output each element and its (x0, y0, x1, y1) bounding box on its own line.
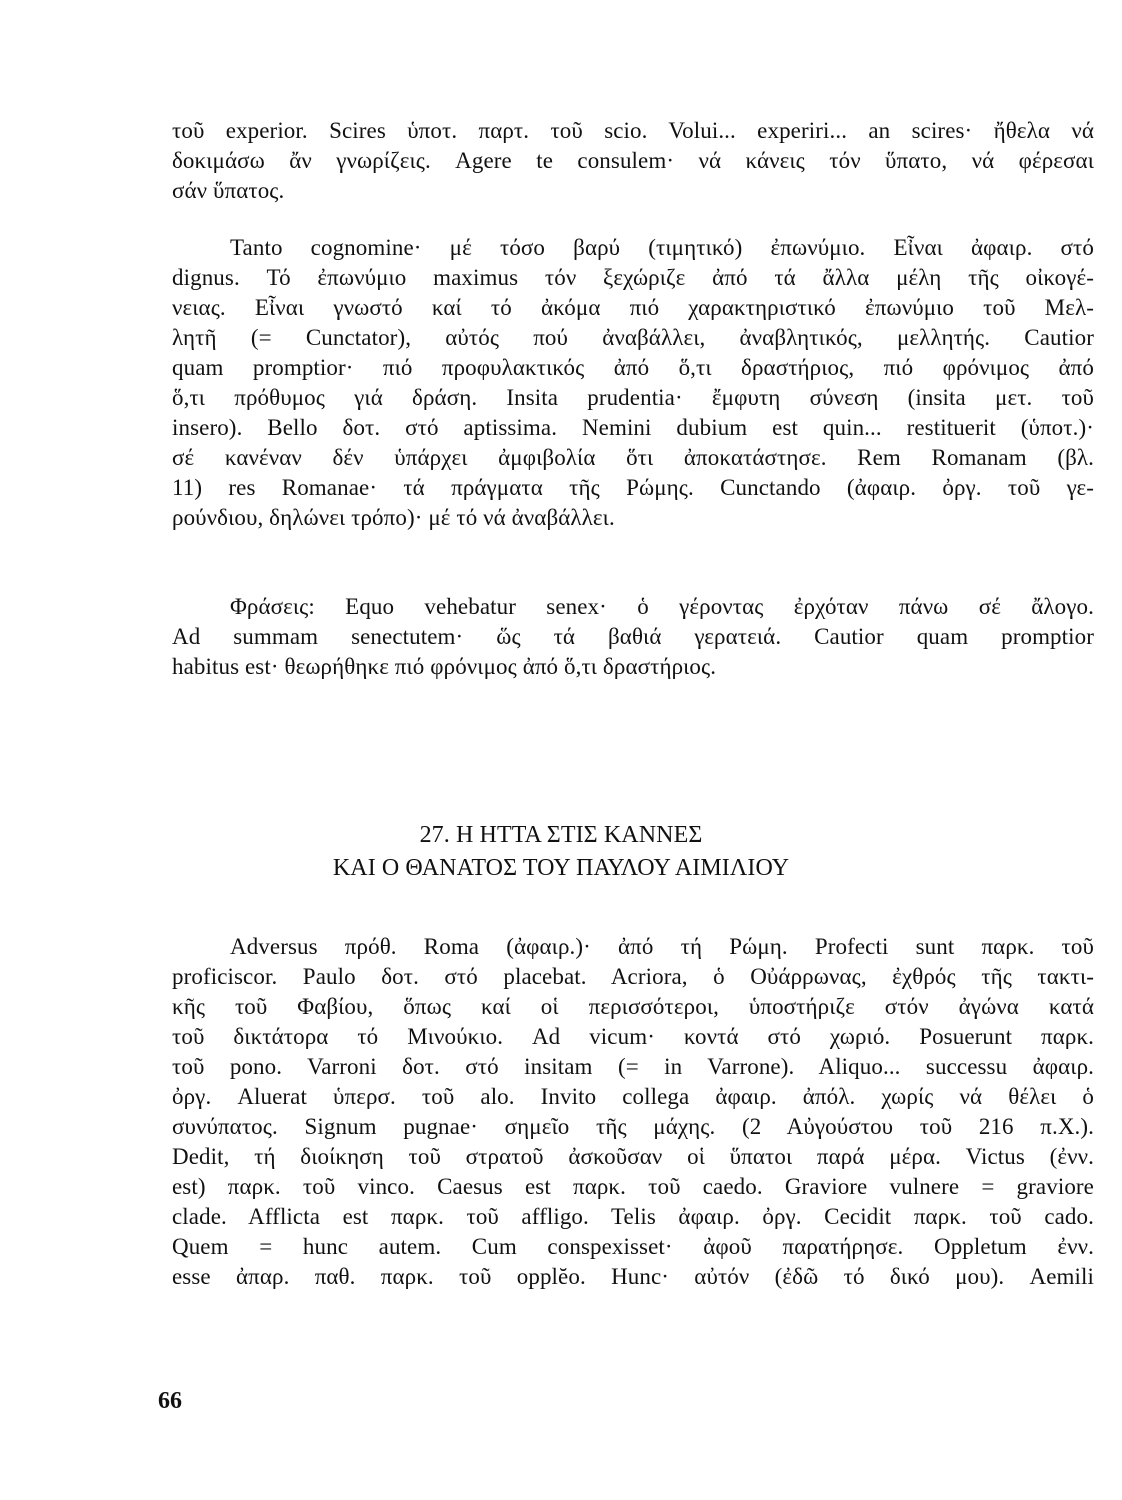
text-line: ὅ,τι πρόθυμος γιά δράση. Insita prudentia· ἔμφυτη σύνεση (insita μετ. τοῦ (172, 385, 1094, 410)
text-line: Tanto cognomine· μέ τόσο βαρύ (τιμητικό) ἐπωνύμιο. Εἶναι ἀφαιρ. στό (230, 235, 1094, 260)
text-line: κῆς τοῦ Φαβίου, ὅπως καί οἱ περισσότεροι, ὑποστήριζε στόν ἀγώνα κατά (172, 994, 1094, 1019)
text-line: σέ κανέναν δέν ὑπάρχει ἀμφιβολία ὅτι ἀποκατάστησε. Rem Romanam (βλ. (172, 445, 1094, 470)
text-line: proficiscor. Paulo δοτ. στό placebat. Acriora, ὁ Οὐάρρωνας, ἐχθρός τῆς τακτι- (172, 964, 1094, 989)
text-line: clade. Afflicta est παρκ. τοῦ affligo. Telis ἀφαιρ. ὀργ. Cecidit παρκ. τοῦ cado. (172, 1204, 1094, 1229)
text-line: ρούνδιου, δηλώνει τρόπο)· μέ τό νά ἀναβάλλει. (172, 505, 615, 530)
text-line: quam promptior· πιό προφυλακτικός ἀπό ὅ,τι δραστήριος, πιό φρόνιμος ἀπό (172, 355, 1094, 380)
text-line: Ad summam senectutem· ὥς τά βαθιά γερατειά. Cautior quam promptior (172, 624, 1094, 649)
text-line: 11) res Romanae· τά πράγματα τῆς Ρώμης. Cunctando (ἀφαιρ. ὀργ. τοῦ γε- (172, 475, 1094, 500)
text-line: συνύπατος. Signum pugnae· σημεῖο τῆς μάχης. (2 Αὐγούστου τοῦ 216 π.Χ.). (172, 1114, 1094, 1139)
paragraph-2 (172, 233, 1094, 533)
page-number: 66 (158, 1388, 182, 1414)
text-line: ὀργ. Aluerat ὑπερσ. τοῦ alo. Invito collega ἀφαιρ. ἀπόλ. χωρίς νά θέλει ὁ (172, 1084, 1094, 1109)
text-line: esse ἀπαρ. παθ. παρκ. τοῦ opplĕo. Hunc· αὐτόν (ἐδῶ τό δικό μου). Aemili (172, 1264, 1094, 1289)
text-line: insero). Bello δοτ. στό aptissima. Nemini dubium est quin... restituerit (ὑποτ.)· (172, 415, 1094, 440)
text-line: τοῦ experior. Scires ὑποτ. παρτ. τοῦ scio. Volui... experiri... an scires· ἤθελα νά (172, 118, 1094, 143)
text-line: habitus est· θεωρήθηκε πιό φρόνιμος ἀπό ὅ,τι δραστήριος. (172, 654, 717, 679)
paragraph-1 (172, 116, 1094, 206)
text-line: Adversus πρόθ. Roma (ἀφαιρ.)· ἀπό τή Ρώμη. Profecti sunt παρκ. τοῦ (230, 934, 1094, 959)
heading-line-2: ΚΑΙ Ο ΘΑΝΑΤΟΣ ΤΟΥ ΠΑΥΛΟΥ ΑΙΜΙΛΙΟΥ (332, 855, 790, 881)
paragraph-4 (172, 932, 1094, 1292)
text-line: σάν ὕπατος. (172, 178, 285, 203)
text-line: λητῆ (= Cunctator), αὐτός πού ἀναβάλλει, ἀναβλητικός, μελλητής. Cautior (172, 325, 1094, 350)
text-line: τοῦ pono. Varroni δοτ. στό insitam (= in Varrone). Aliquo... successu ἀφαιρ. (172, 1054, 1094, 1079)
text-line: νειας. Εἶναι γνωστό καί τό ἀκόμα πιό χαρακτηριστικό ἐπωνύμιο τοῦ Μελ- (172, 295, 1094, 320)
paragraph-phrases (172, 592, 1094, 682)
text-line: Φράσεις: Equo vehebatur senex· ὁ γέροντας ἐρχόταν πάνω σέ ἄλογο. (230, 594, 1094, 619)
text-line: est) παρκ. τοῦ vinco. Caesus est παρκ. τοῦ caedo. Graviore vulnere = graviore (172, 1174, 1094, 1199)
text-line: dignus. Τό ἐπωνύμιο maximus τόν ξεχώριζε ἀπό τά ἄλλα μέλη τῆς οἰκογέ- (172, 265, 1094, 290)
text-line: Quem = hunc autem. Cum conspexisset· ἀφοῦ παρατήρησε. Oppletum ἐνν. (172, 1234, 1094, 1259)
text-line: τοῦ δικτάτορα τό Μινούκιο. Ad vicum· κοντά στό χωριό. Posuerunt παρκ. (172, 1024, 1094, 1049)
heading-line-1: 27. Η ΗΤΤΑ ΣΤΙΣ ΚΑΝΝΕΣ (419, 822, 703, 848)
text-line: δοκιμάσω ἄν γνωρίζεις. Agere te consulem· νά κάνεις τόν ὕπατο, νά φέρεσαι (172, 148, 1094, 173)
text-line: Dedit, τή διοίκηση τοῦ στρατοῦ ἀσκοῦσαν οἱ ὕπατοι παρά μέρα. Victus (ἐνν. (172, 1144, 1094, 1169)
section-heading (0, 819, 1122, 885)
